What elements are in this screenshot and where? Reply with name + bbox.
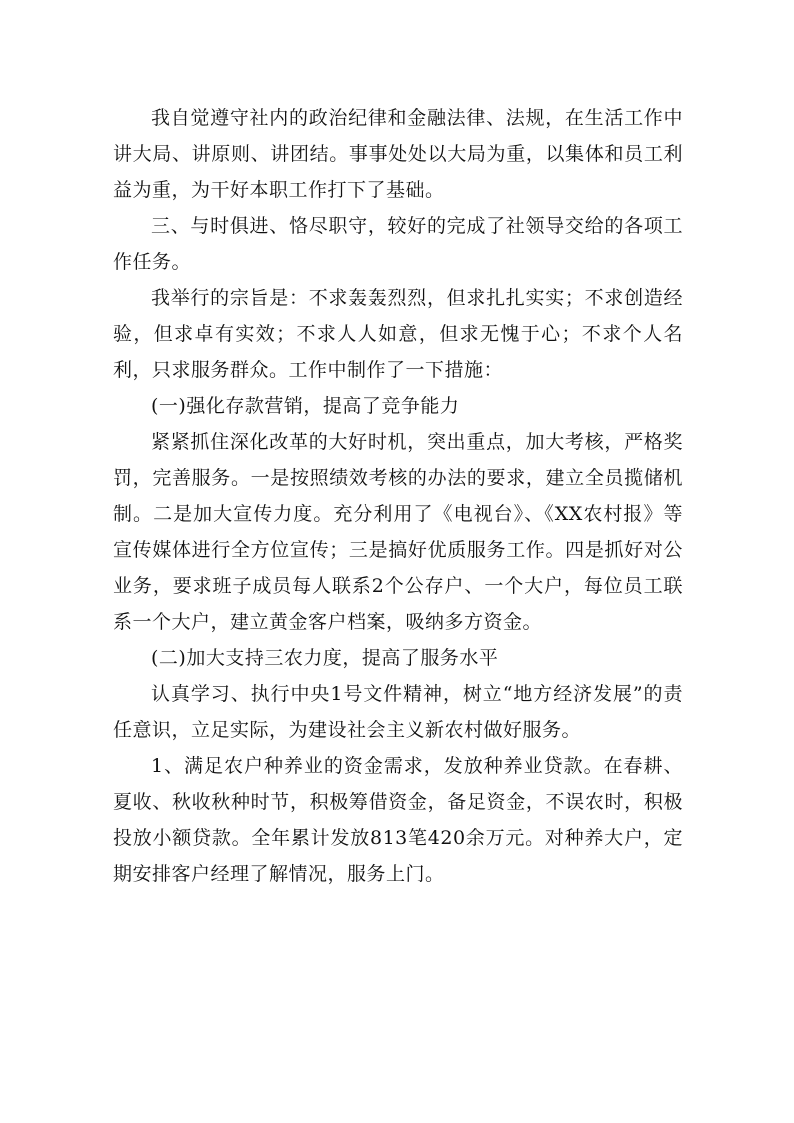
paragraph-central-document: 认真学习、执行中央1号文件精神，树立“地方经济发展”的责任意识，立足实际，为建设社会主义新农村做好服务。 — [113, 683, 683, 741]
subheading-deposit-marketing: (一)强化存款营销，提高了竞争能力 — [151, 395, 460, 417]
paragraph-loans: 1、满足农户种养业的资金需求，发放种养业贷款。在春耕、夏收、秋收秋种时节，积极筹借资金，备足资金，不误农时，积极投放小额贷款。全年累计发放813笔420余万元。对种养大户，定期安排客户经理了解情况，服务上门。 — [113, 755, 683, 885]
paragraph-deposit-measures: 紧紧抓住深化改革的大好时机，突出重点，加大考核，严格奖罚，完善服务。一是按照绩效考核的办法的要求，建立全员揽储机制。二是加大宣传力度。充分利用了《电视台》、《XX农村报》等宣传媒体进行全方位宣传；三是搞好优质服务工作。四是抓好对公业务，要求班子成员每人联系2个公存户、一个大户，每位员工联系一个大户，建立黄金客户档案，吸纳多方资金。 — [113, 431, 683, 633]
paragraph-work-principles: 我举行的宗旨是：不求轰轰烈烈，但求扎扎实实；不求创造经验，但求卓有实效；不求人人如意，但求无愧于心；不求个人名利，只求服务群众。工作中制作了一下措施： — [113, 287, 683, 381]
paragraph-section-three: 三、与时俱进、恪尽职守，较好的完成了社领导交给的各项工作任务。 — [113, 215, 683, 273]
paragraph-political-discipline: 我自觉遵守社内的政治纪律和金融法律、法规，在生活工作中讲大局、讲原则、讲团结。事事处处以大局为重，以集体和员工利益为重，为干好本职工作打下了基础。 — [113, 107, 683, 201]
subheading-agriculture-support: (二)加大支持三农力度，提高了服务水平 — [151, 647, 499, 669]
document-page — [113, 100, 683, 892]
